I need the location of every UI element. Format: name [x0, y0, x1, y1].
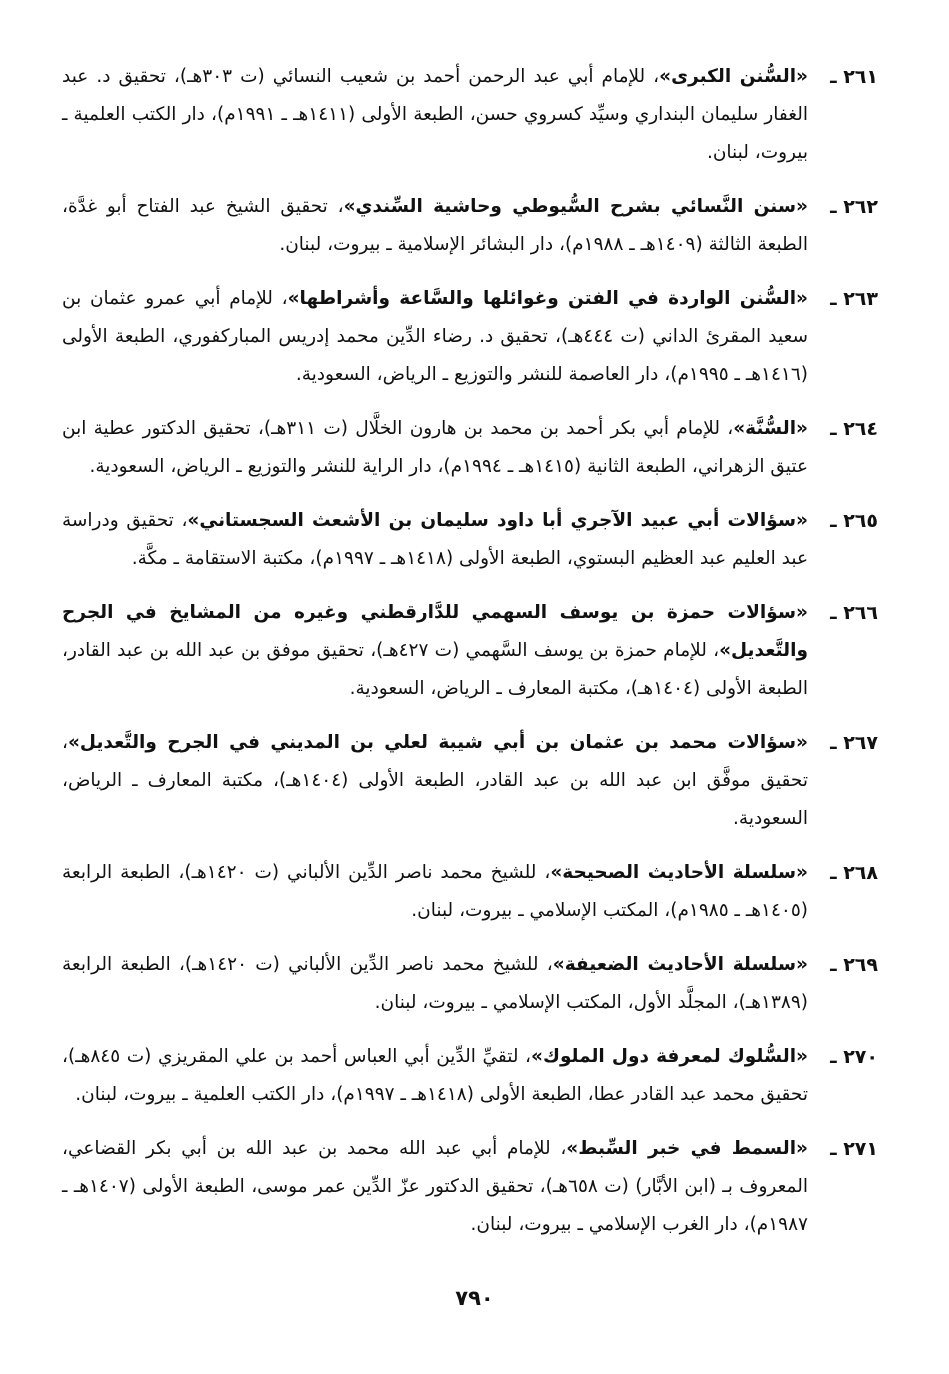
bibliography-entry [62, 280, 878, 394]
entry-number: ٢٦٦ ـ [830, 602, 878, 624]
entry-text [62, 1130, 808, 1244]
bibliography-entry [62, 854, 878, 930]
entry-title: «سؤالات أبي عبيد الآجري أبا داود سليمان بن الأشعث السجستاني» [187, 510, 809, 531]
entry-number: ٢٦٨ ـ [830, 862, 878, 884]
entry-details: ، تحقيق الشيخ عبد الفتاح أبو غدَّة، الطبعة الثالثة (١٤٠٩هـ ـ ١٩٨٨م)، دار البشائر الإسلامية ـ بيروت، لبنان. [62, 196, 808, 255]
entry-title: «سلسلة الأحاديث الضعيفة» [552, 954, 809, 975]
bibliography-entry [62, 502, 878, 578]
entry-text [62, 58, 808, 172]
entry-number: ٢٦١ ـ [830, 66, 878, 88]
entry-details: ، للإمام حمزة بن يوسف السَّهمي (ت ٤٢٧هـ)، تحقيق موفق بن عبد الله بن عبد القادر، الطبعة الأولى (١٤٠٤هـ)، مكتبة المعارف ـ الرياض، السعودية. [62, 640, 808, 699]
bibliography-entry [62, 1038, 878, 1114]
page-number: ٧٩٠ [455, 1286, 494, 1310]
entry-details: ، تحقيق ودراسة عبد العليم عبد العظيم البستوي، الطبعة الأولى (١٤١٨هـ ـ ١٩٩٧م)، مكتبة الاستقامة ـ مكَّة. [62, 510, 808, 569]
entry-text [62, 946, 808, 1022]
entry-number: ٢٧١ ـ [830, 1138, 878, 1160]
entry-text [62, 188, 808, 264]
bibliography-entry [62, 724, 878, 838]
entry-details: ، للإمام أبي بكر أحمد بن محمد بن هارون الخلَّال (ت ٣١١هـ)، تحقيق الدكتور عطية ابن عتيق الزهراني، الطبعة الثانية (١٤١٥هـ ـ ١٩٩٤م)، دار الراية للنشر والتوزيع ـ الرياض، السعودية. [62, 418, 808, 477]
entry-number: ٢٦٩ ـ [830, 954, 878, 976]
entry-title: «السُّنن الكبرى» [659, 66, 808, 87]
entry-title: «السمط في خبر السِّبط» [566, 1138, 808, 1159]
entry-title: «سنن النَّسائي بشرح السُّيوطي وحاشية السِّندي» [343, 196, 808, 217]
entry-details: ، للإمام أبي عمرو عثمان بن سعيد المقرئ الداني (ت ٤٤٤هـ)، تحقيق د. رضاء الدِّين محمد إدريس المباركفوري، الطبعة الأولى (١٤١٦هـ ـ ١٩٩٥م)، دار العاصمة للنشر والتوزيع ـ الرياض، السعودية. [62, 288, 808, 385]
bibliography-entry [62, 594, 878, 708]
entry-title: «السُّنن الواردة في الفتن وغوائلها والسَّاعة وأشراطها» [287, 288, 809, 309]
entry-title: «السُّنَّة» [733, 418, 808, 439]
entry-details: ، لتقيِّ الدِّين أبي العباس أحمد بن علي المقريزي (ت ٨٤٥هـ)، تحقيق محمد عبد القادر عطا، الطبعة الأولى (١٤١٨هـ ـ ١٩٩٧م)، دار الكتب العلمية ـ بيروت، لبنان. [62, 1046, 808, 1105]
entry-details: ، تحقيق موفَّق ابن عبد الله بن عبد القادر، الطبعة الأولى (١٤٠٤هـ)، مكتبة المعارف ـ الرياض، السعودية. [62, 732, 808, 829]
entry-title: «سلسلة الأحاديث الصحيحة» [550, 862, 808, 883]
entry-details: ، للشيخ محمد ناصر الدِّين الألباني (ت ١٤٢٠هـ)، الطبعة الرابعة (١٣٨٩هـ)، المجلَّد الأول، المكتب الإسلامي ـ بيروت، لبنان. [62, 954, 808, 1013]
bibliography-entry [62, 58, 878, 172]
bibliography-list [62, 58, 878, 1260]
entry-number: ٢٦٢ ـ [830, 196, 878, 218]
entry-text [62, 280, 808, 394]
entry-title: «السُّلوك لمعرفة دول الملوك» [531, 1046, 808, 1067]
entry-number: ٢٧٠ ـ [830, 1046, 878, 1068]
entry-text [62, 594, 808, 708]
entry-number: ٢٦٥ ـ [830, 510, 878, 532]
entry-number: ٢٦٣ ـ [830, 288, 878, 310]
bibliography-entry [62, 188, 878, 264]
entry-number: ٢٦٧ ـ [830, 732, 878, 754]
entry-number: ٢٦٤ ـ [830, 418, 878, 440]
bibliography-entry [62, 946, 878, 1022]
bibliography-entry [62, 1130, 878, 1244]
entry-text [62, 1038, 808, 1114]
entry-text [62, 410, 808, 486]
bibliography-entry [62, 410, 878, 486]
entry-title: «سؤالات حمزة بن يوسف السهمي للدَّارقطني وغيره من المشايخ في الجرح والتَّعديل» [62, 602, 808, 661]
entry-details: ، للإمام أبي عبد الله محمد بن عبد الله بن أبي بكر القضاعي، المعروف بـ (ابن الأبَّار) (ت ٦٥٨هـ)، تحقيق الدكتور عزّ الدِّين عمر موسى، الطبعة الأولى (١٤٠٧هـ ـ ١٩٨٧م)، دار الغرب الإسلامي ـ بيروت، لبنان. [62, 1138, 808, 1235]
entry-details: ، للإمام أبي عبد الرحمن أحمد بن شعيب النسائي (ت ٣٠٣هـ)، تحقيق د. عبد الغفار سليمان البنداري وسيِّد كسروي حسن، الطبعة الأولى (١٤١١هـ ـ ١٩٩١م)، دار الكتب العلمية ـ بيروت، لبنان. [62, 66, 808, 163]
entry-text [62, 724, 808, 838]
entry-text [62, 854, 808, 930]
entry-details: ، للشيخ محمد ناصر الدِّين الألباني (ت ١٤٢٠هـ)، الطبعة الرابعة (١٤٠٥هـ ـ ١٩٨٥م)، المكتب الإسلامي ـ بيروت، لبنان. [62, 862, 808, 921]
entry-title: «سؤالات محمد بن عثمان بن أبي شيبة لعلي بن المديني في الجرح والتَّعديل» [67, 732, 808, 753]
entry-text [62, 502, 808, 578]
